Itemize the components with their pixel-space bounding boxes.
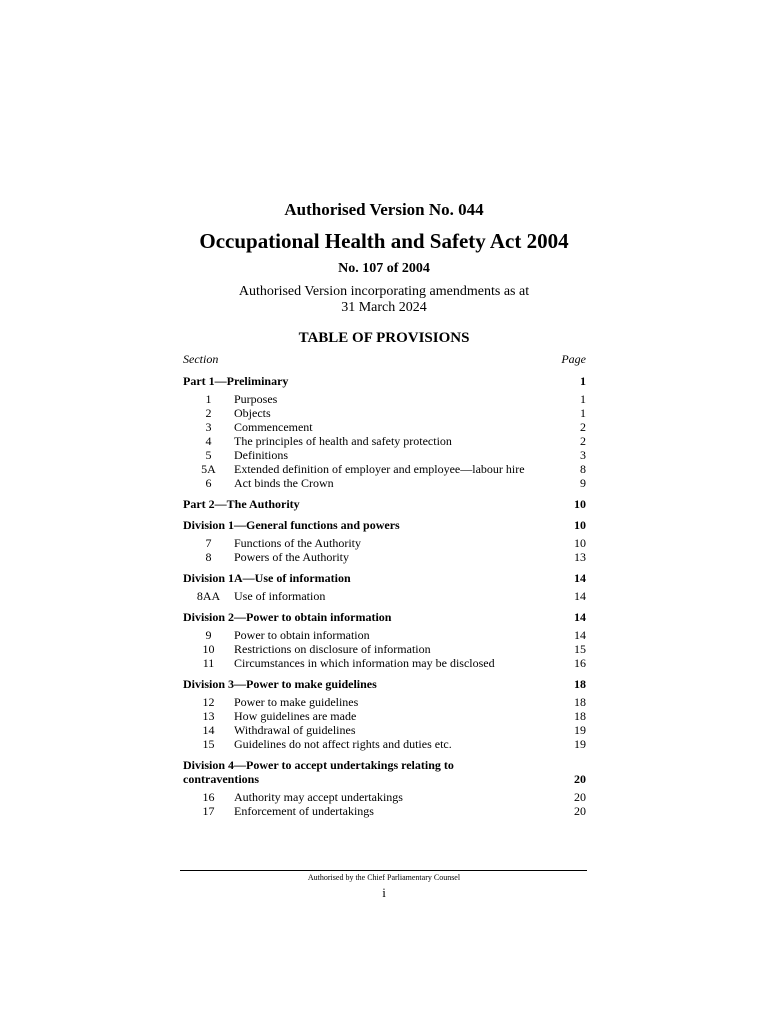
toc-heading-row[interactable]	[183, 515, 586, 536]
incorporating-line-2: 31 March 2024	[341, 300, 427, 315]
toc-section-list	[183, 536, 586, 568]
section-title: How guidelines are made	[234, 709, 357, 723]
section-title: Withdrawal of guidelines	[234, 723, 356, 737]
toc-section-row[interactable]	[183, 709, 586, 723]
toc-heading-row[interactable]	[183, 371, 586, 392]
toc-heading-page: 10	[574, 497, 586, 511]
section-number: 8AA	[196, 589, 221, 603]
toc-heading-row[interactable]	[183, 568, 586, 589]
toc-group	[183, 515, 586, 568]
section-page: 8	[580, 462, 586, 476]
toc-heading: TABLE OF PROVISIONS	[298, 330, 470, 346]
section-number: 15	[202, 737, 215, 751]
section-title: Authority may accept undertakings	[234, 790, 403, 804]
section-page: 13	[574, 550, 586, 564]
toc-section-list	[183, 790, 586, 822]
section-number: 2	[205, 406, 212, 420]
toc-heading-title: Division 3—Power to make guidelines	[183, 677, 377, 691]
section-page: 10	[574, 536, 586, 550]
toc-heading-row[interactable]	[183, 607, 586, 628]
section-number: 5	[205, 448, 212, 462]
section-number: 5A	[201, 462, 216, 476]
toc-section-row[interactable]	[183, 550, 586, 564]
toc-section-row[interactable]	[183, 790, 586, 804]
section-number: 16	[202, 790, 215, 804]
section-title: Power to obtain information	[234, 628, 370, 642]
section-title: Purposes	[234, 392, 278, 406]
incorporating-amendments	[0, 284, 768, 316]
toc-section-row[interactable]	[183, 804, 586, 818]
toc-heading-page: 14	[574, 571, 586, 585]
section-column-label: Section	[183, 352, 219, 366]
toc-section-row[interactable]	[183, 420, 586, 434]
toc-section-row[interactable]	[183, 448, 586, 462]
section-number: 8	[205, 550, 212, 564]
section-page: 14	[574, 589, 586, 603]
page-column-label: Page	[561, 352, 586, 366]
act-title: Occupational Health and Safety Act 2004	[199, 229, 569, 253]
toc-section-row[interactable]	[183, 628, 586, 642]
toc-heading-title: Division 1—General functions and powers	[183, 518, 400, 532]
toc-section-row[interactable]	[183, 462, 586, 476]
toc-group	[183, 755, 586, 822]
toc-section-row[interactable]	[183, 642, 586, 656]
toc-section-row[interactable]	[183, 656, 586, 670]
toc-heading-row[interactable]	[183, 755, 586, 790]
toc-group	[183, 371, 586, 494]
section-title: The principles of health and safety protection	[234, 434, 452, 448]
section-page: 15	[574, 642, 586, 656]
section-number: 14	[202, 723, 215, 737]
section-number: 12	[202, 695, 215, 709]
title-block	[0, 200, 768, 347]
section-page: 20	[574, 804, 586, 818]
section-title: Commencement	[234, 420, 313, 434]
section-number: 17	[202, 804, 215, 818]
toc-section-row[interactable]	[183, 392, 586, 406]
toc-groups	[183, 371, 586, 822]
section-page: 2	[580, 434, 586, 448]
toc-section-row[interactable]	[183, 589, 586, 603]
footer-authorised-by: Authorised by the Chief Parliamentary Counsel	[307, 873, 461, 882]
toc-column-header	[183, 350, 586, 371]
section-page: 3	[580, 448, 586, 462]
toc-section-list	[183, 589, 586, 607]
section-page: 19	[574, 737, 586, 751]
section-title: Objects	[234, 406, 271, 420]
section-number: 3	[205, 420, 212, 434]
footer-divider	[180, 870, 587, 871]
toc-heading-title: Division 2—Power to obtain information	[183, 610, 392, 624]
section-title: Definitions	[234, 448, 288, 462]
section-page: 1	[580, 392, 586, 406]
section-title: Enforcement of undertakings	[234, 804, 374, 818]
toc-heading-page: 18	[574, 677, 586, 691]
section-title: Circumstances in which information may be disclosed	[234, 656, 495, 670]
toc-section-row[interactable]	[183, 536, 586, 550]
toc-group	[183, 674, 586, 755]
section-number: 6	[205, 476, 212, 490]
section-page: 14	[574, 628, 586, 642]
toc-heading-title: Division 4—Power to accept undertakings relating to contraventions	[183, 758, 454, 786]
section-title: Powers of the Authority	[234, 550, 349, 564]
section-number: 11	[202, 656, 215, 670]
act-number: No. 107 of 2004	[338, 261, 430, 276]
toc-group	[183, 568, 586, 607]
toc-section-list	[183, 392, 586, 494]
toc-heading-row[interactable]	[183, 674, 586, 695]
toc-section-row[interactable]	[183, 737, 586, 751]
toc-heading-row[interactable]	[183, 494, 586, 515]
section-page: 18	[574, 709, 586, 723]
toc-heading-page: 14	[574, 610, 586, 624]
toc-section-row[interactable]	[183, 406, 586, 420]
section-number: 13	[202, 709, 215, 723]
toc-section-row[interactable]	[183, 723, 586, 737]
section-page: 9	[580, 476, 586, 490]
incorporating-line-1: Authorised Version incorporating amendments as at	[238, 284, 530, 299]
toc-section-list	[183, 628, 586, 674]
section-title: Functions of the Authority	[234, 536, 361, 550]
section-number: 7	[205, 536, 212, 550]
toc-section-row[interactable]	[183, 476, 586, 490]
toc-heading-page: 10	[574, 518, 586, 532]
toc-section-row[interactable]	[183, 695, 586, 709]
toc-group	[183, 494, 586, 515]
section-page: 2	[580, 420, 586, 434]
page-number: i	[382, 885, 386, 900]
section-page: 1	[580, 406, 586, 420]
section-page: 19	[574, 723, 586, 737]
toc-heading-title: Part 2—The Authority	[183, 497, 300, 511]
toc-heading-title: Part 1—Preliminary	[183, 374, 289, 388]
section-page: 20	[574, 790, 586, 804]
section-number: 10	[202, 642, 215, 656]
section-title: Use of information	[234, 589, 326, 603]
toc-heading-page: 20	[574, 772, 586, 786]
section-title: Guidelines do not affect rights and duties etc.	[234, 737, 452, 751]
section-page: 18	[574, 695, 586, 709]
section-title: Restrictions on disclosure of information	[234, 642, 431, 656]
section-title: Extended definition of employer and employee—labour hire	[234, 462, 525, 476]
table-of-provisions	[183, 350, 586, 822]
authorised-version: Authorised Version No. 044	[284, 200, 484, 219]
section-page: 16	[574, 656, 586, 670]
section-number: 9	[205, 628, 212, 642]
toc-heading-page: 1	[580, 374, 586, 388]
toc-section-row[interactable]	[183, 434, 586, 448]
toc-group	[183, 607, 586, 674]
section-title: Power to make guidelines	[234, 695, 359, 709]
toc-section-list	[183, 695, 586, 755]
section-number: 1	[205, 392, 212, 406]
toc-heading-title: Division 1A—Use of information	[183, 571, 351, 585]
section-title: Act binds the Crown	[234, 476, 334, 490]
section-number: 4	[205, 434, 212, 448]
